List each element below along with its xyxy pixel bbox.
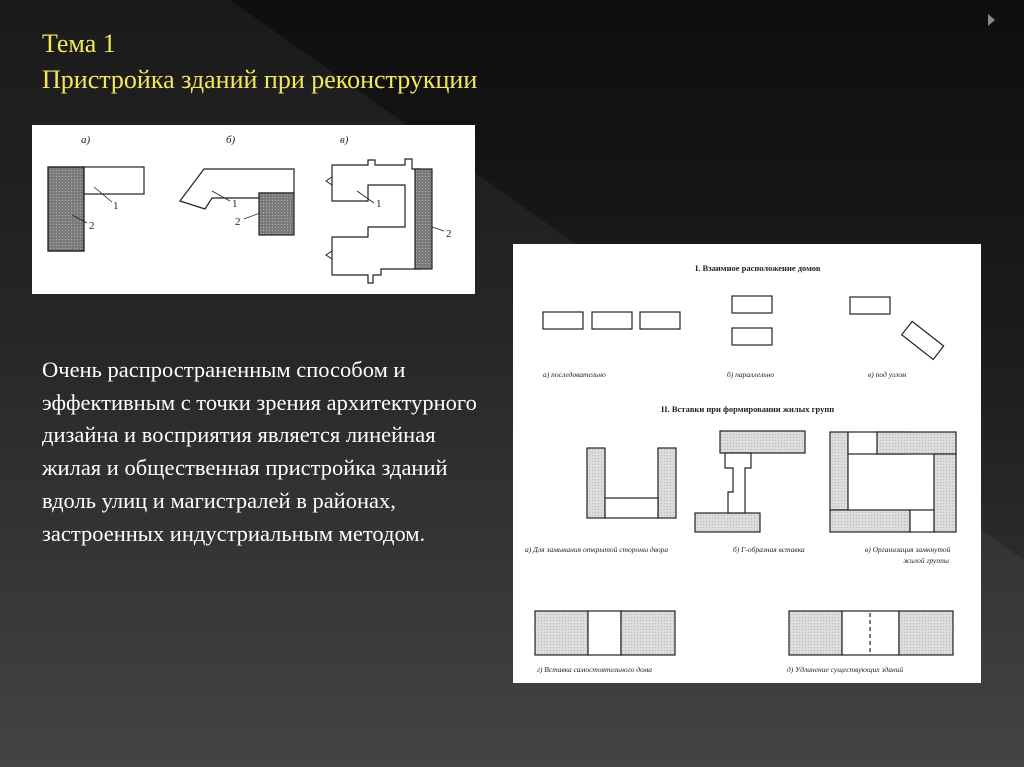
section1-title: I. Взаимное расположение домов: [695, 263, 821, 273]
insert-standalone-house: [535, 611, 675, 655]
caption-l-shaped: б) Г-образная вставка: [733, 545, 805, 554]
slide-arrow-icon: [988, 14, 995, 26]
annex-plans-figure: [32, 125, 475, 294]
caption-standalone-house: г) Вставка самостоятельного дома: [537, 665, 653, 674]
insert-l-shaped: [695, 431, 805, 532]
insert-closing-courtyard: [587, 448, 676, 518]
caption-angle: в) под углом: [868, 370, 907, 379]
slide-title: [42, 26, 477, 98]
insert-closed-group: [830, 432, 956, 532]
caption-parallel: б) параллельно: [727, 370, 775, 379]
caption-closed-group-1: в) Организация замкнутой: [865, 545, 951, 554]
arrangement-angle: [850, 297, 944, 359]
body-paragraph: Очень распространенным способом и эффективным с точки зрения архитектурного дизайна и восприятия является линейная жилая и общественная пристройка зданий вдоль улиц и магистралей в районах, застроенных индустриальным методом.: [42, 357, 477, 546]
fig1-num-1v: 1: [376, 198, 382, 210]
caption-closed-group-2: жилой группы: [903, 556, 949, 565]
plan-v: [326, 159, 452, 283]
fig1-label-a: а): [81, 134, 91, 146]
fig1-num-1b: 1: [232, 198, 238, 210]
fig1-num-2b: 2: [235, 216, 241, 228]
plan-b: [180, 169, 294, 235]
fig1-label-v: в): [340, 134, 349, 146]
fig1-label-b: б): [226, 134, 236, 146]
fig1-num-1a: 1: [113, 200, 119, 212]
arrangement-sequential: [543, 312, 680, 329]
arrangement-parallel: [732, 296, 772, 345]
building-arrangement-figure: [513, 244, 981, 683]
section2-title: II. Вставки при формировании жилых групп: [661, 404, 835, 414]
caption-closing-courtyard: а) Для замыкания открытой стороны двора: [525, 545, 669, 554]
fig1-num-2v: 2: [446, 228, 452, 240]
caption-extension: д) Удлинение существующих зданий: [787, 665, 904, 674]
fig1-num-2a: 2: [89, 220, 95, 232]
plan-a: [48, 167, 144, 251]
caption-sequential: а) последовательно: [543, 370, 606, 379]
title-line-topic: Тема 1: [42, 29, 116, 58]
extension-existing-buildings: [789, 611, 953, 655]
title-line-heading: Пристройка зданий при реконструкции: [42, 65, 478, 94]
